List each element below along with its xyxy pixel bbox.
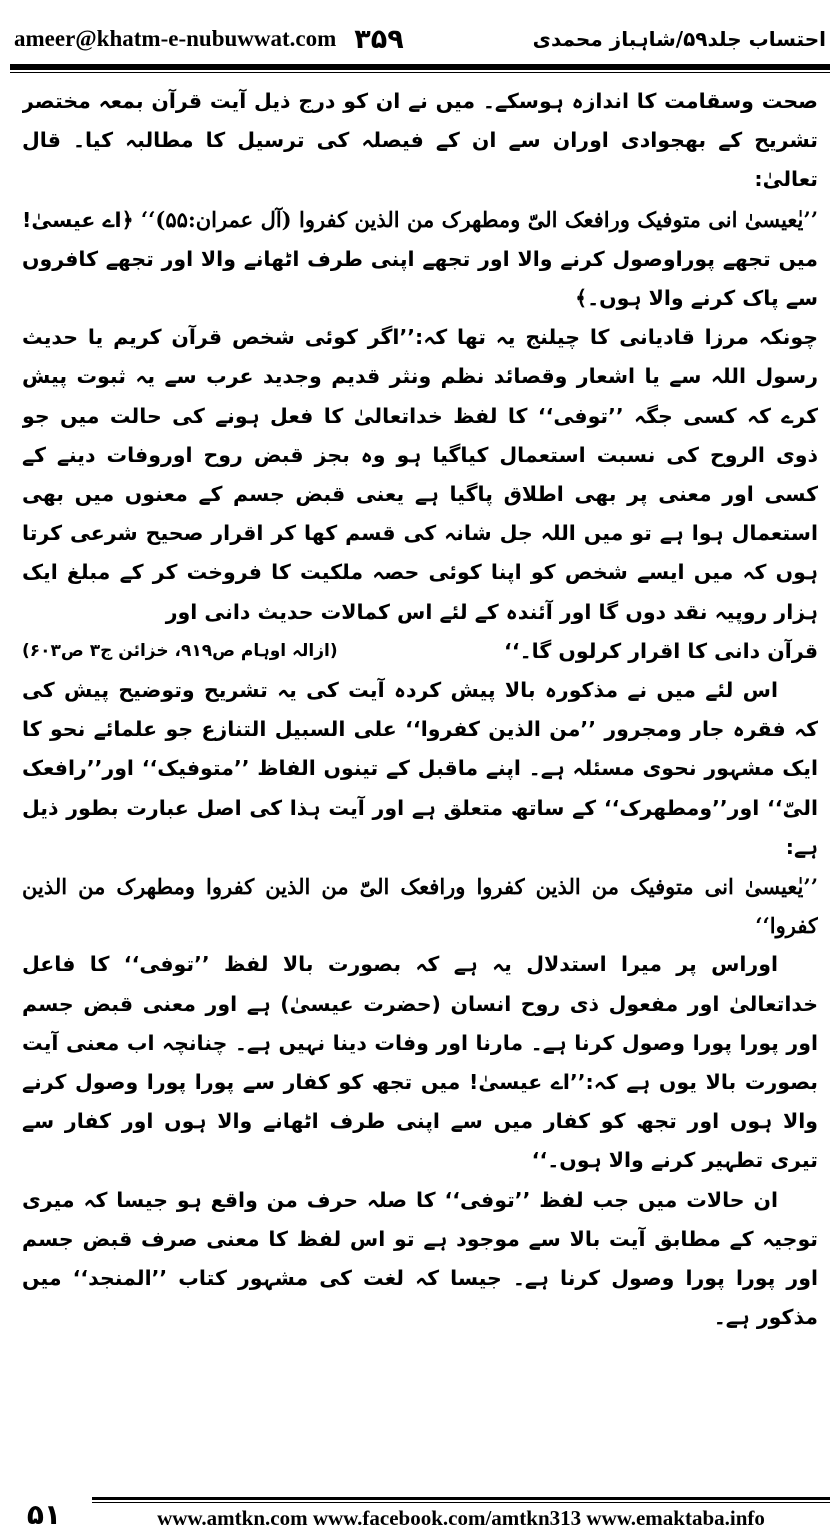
challenge-end-line bbox=[22, 632, 818, 671]
paragraph-intro: صحت وسقامت کا اندازہ ہوسکے۔ میں نے ان کو درج ذیل آیت قرآن بمعہ مختصر تشریح کے بھجوادی اوران سے ان کے فیصلہ کی ترسیل کا مطالبہ کیا۔ قال تعالیٰ: bbox=[22, 89, 818, 192]
quran-verse: ’’یٰعیسیٰ انی متوفیک ورافعک الیّ ومطھرک من الذین کفروا (آل عمران:۵۵)‘‘ bbox=[140, 206, 818, 232]
paragraph-challenge: چونکہ مرزا قادیانی کا چیلنج یہ تھا کہ:’’اگر کوئی شخص قرآن کریم یا حدیث رسول اللہ سے یا اشعار وقصائد نظم ونثر قدیم وجدید عرب سے یہ ثبوت پیش کرے کہ کسی جگہ ’’توفی‘‘ کا لفظ خداتعالیٰ کا فعل ہونے کی حالت میں جو ذوی الروح کی نسبت استعمال کیاگیا ہو وہ بجز قبض روح اوروفات دینے کے کسی اور معنی پر بھی اطلاق پاگیا ہے یعنی قبض جسم کے معنوں میں بھی استعمال ہوا ہے تو میں اللہ جل شانہ کی قسم کھا کر اقرار صحیح شرعی کرتا ہوں کہ میں ایسے شخص کو اپنا کوئی حصہ ملکیت کا فروخت کر کے مبلغ ایک ہزار روپیہ نقد دوں گا اور آئندہ کے لئے اس کمالات حدیث دانی اور bbox=[22, 325, 818, 624]
verse-translation: ﴿اے عیسیٰ! میں تجھے پوراوصول کرنے والا اور تجھے اپنی طرف اٹھانے والا اور تجھے کافروں سے پاک کرنے والا ہوں۔﴾ bbox=[22, 207, 818, 311]
paragraph-explanation: اس لئے میں نے مذکورہ بالا پیش کردہ آیت کی یہ تشریح وتوضیح پیش کی کہ فقرہ جار ومجرور ’’من الذین کفروا‘‘ علی السبیل التنازع جو علمائے نحو کا ایک مشہور نحوی مسئلہ ہے۔ اپنے ماقبل کے تینوں الفاظ ’’متوفیک‘‘ اور’’رافعک الیّ‘‘ اور’’ومطھرک‘‘ کے ساتھ متعلق ہے اور آیت ہذا کی اصل عبارت بطور ذیل ہے: bbox=[22, 678, 818, 859]
paragraph-argument: اوراس پر میرا استدلال یہ ہے کہ بصورت بالا لفظ ’’توفی‘‘ کا فاعل خداتعالیٰ اور مفعول ذی روح انسان (حضرت عیسیٰ) ہے اور معنی قبض جسم اور پورا پورا وصول کرنا ہے۔ مارنا اور وفات دینا نہیں ہے۔ چنانچہ اب معنی آیت بصورت بالا یوں ہے کہ:’’اے عیسیٰ! میں تجھ کو کفار سے پورا پورا وصول کرنے والا ہوں اور تجھ کو کفار میں سے اپنی طرف اٹھانے والا ہوں اور کفار سے تیری تطہیر کرنے والا ہوں۔‘‘ bbox=[22, 952, 818, 1173]
paragraph-conclusion: ان حالات میں جب لفظ ’’توفی‘‘ کا صلہ حرف من واقع ہو جیسا کہ میری توجیہ کے مطابق آیت بالا سے موجود ہے تو اس لفظ کا معنی صرف قبض جسم اور پورا پورا وصول کرنا ہے۔ جیسا کہ لغت کی مشہور کتاب ’’المنجد‘‘ میں مذکور ہے۔ bbox=[22, 1187, 818, 1330]
citation-reference: (ازالہ اوہام ص۹۱۹، خزائن ج۳ ص۶۰۳) bbox=[22, 640, 338, 661]
header-rule-thick bbox=[10, 64, 830, 70]
footer-rule-thin bbox=[92, 1502, 830, 1503]
header-title: احتساب جلد۵۹/شاہباز محمدی bbox=[532, 27, 826, 51]
page-header bbox=[14, 16, 826, 62]
expanded-verse: ’’یٰعیسیٰ انی متوفیک من الذین کفروا ورافعک الیّ من الذین کفروا ومطھرک من الذین کفروا‘‘ bbox=[22, 874, 818, 939]
challenge-end-text: قرآن دانی کا اقرار کرلوں گا۔‘‘ bbox=[504, 638, 818, 663]
header-email: ameer@khatm-e-nubuwwat.com bbox=[14, 26, 337, 51]
footer-rule-thick bbox=[92, 1497, 830, 1500]
footer-urls: www.amtkn.com www.facebook.com/amtkn313 www.emaktaba.info bbox=[157, 1506, 765, 1530]
header-page-number: ۳۵۹ bbox=[354, 23, 404, 55]
header-rule-thin bbox=[10, 72, 830, 73]
footer-page-number: ۵۱ bbox=[26, 1497, 62, 1531]
page-body bbox=[22, 82, 818, 1472]
header-left bbox=[14, 24, 404, 55]
paragraph-verse bbox=[22, 200, 818, 319]
